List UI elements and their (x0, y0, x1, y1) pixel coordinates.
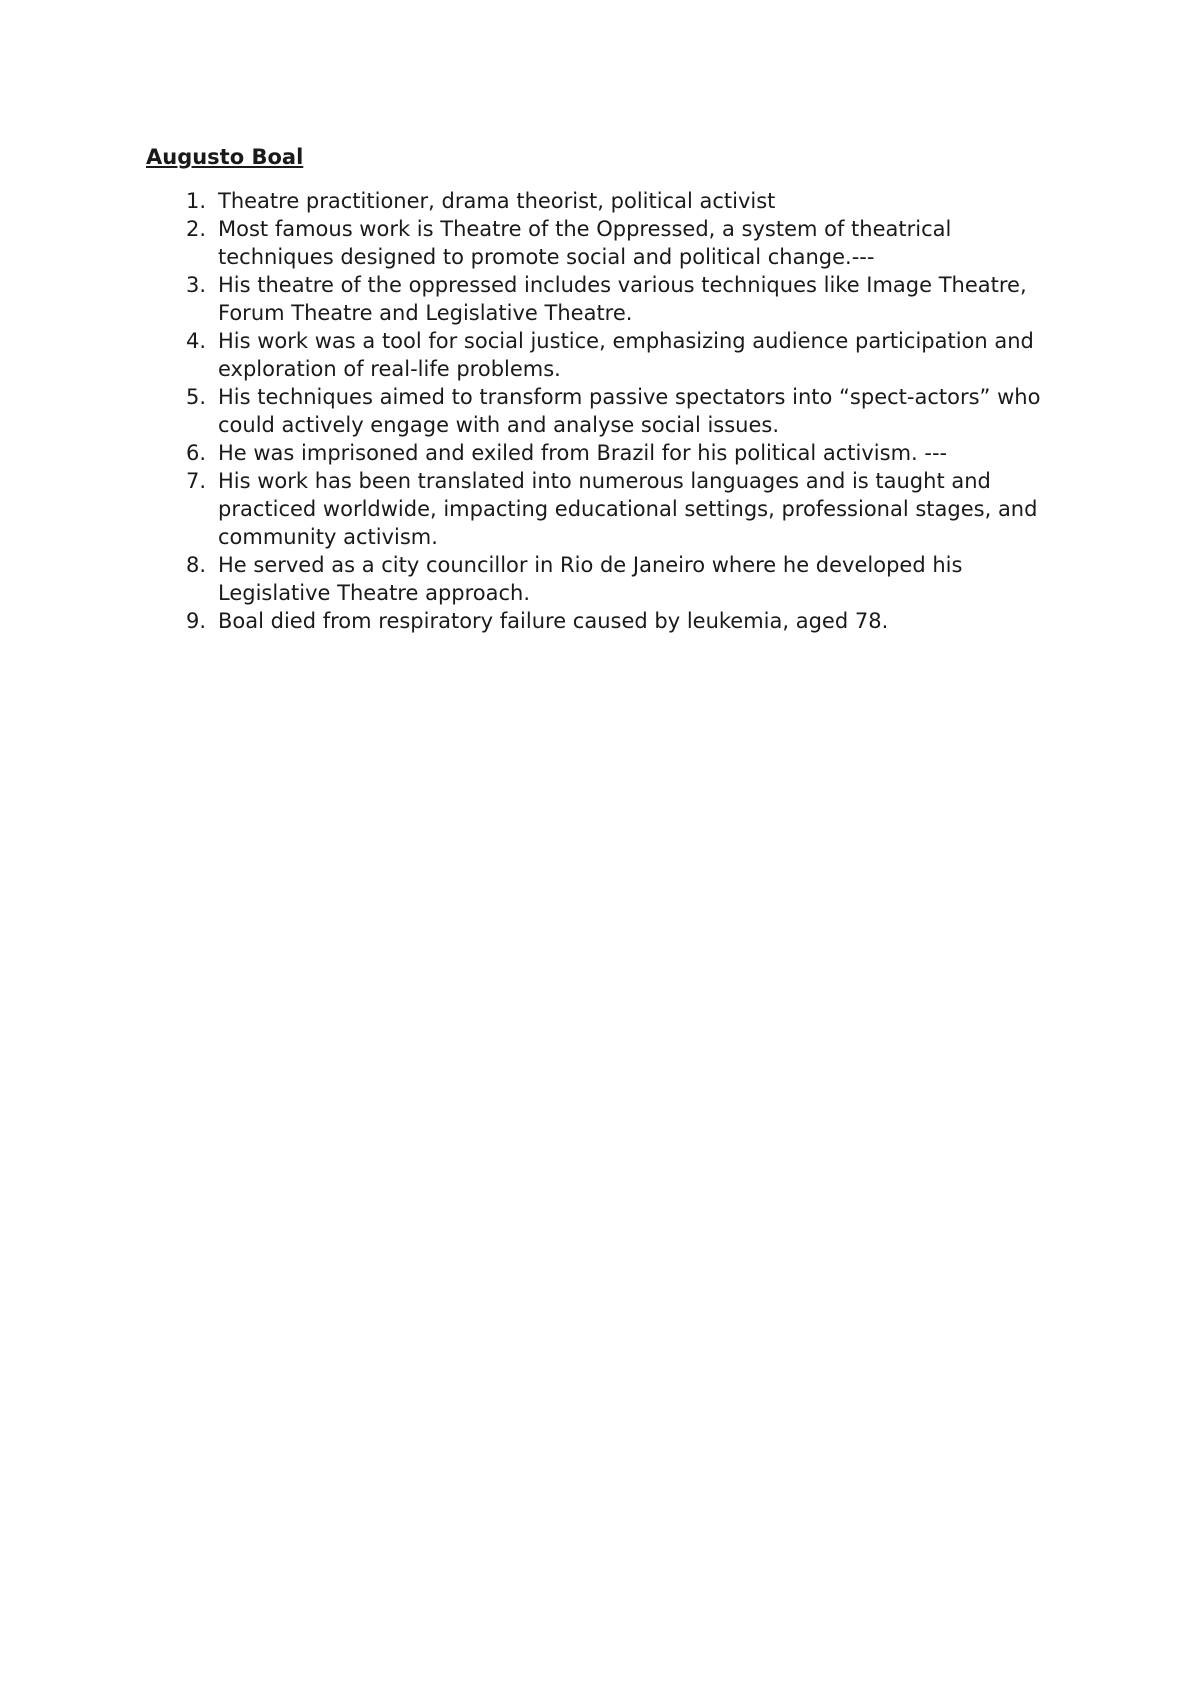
list-item (146, 187, 1046, 215)
list-item-text: His work was a tool for social justice, emphasizing audience participation and exploration of real-life problems. (218, 329, 1034, 381)
document-title: Augusto Boal (146, 145, 304, 169)
list-item (146, 467, 1046, 551)
list-item-text: His techniques aimed to transform passive spectators into “spect-actors” who could actively engage with and analyse social issues. (218, 385, 1041, 437)
list-item-number: 5. (185, 385, 206, 409)
list-item (146, 271, 1046, 327)
list-item-number: 9. (185, 609, 206, 633)
list-item-text: He served as a city councillor in Rio de Janeiro where he developed his Legislative Theatre approach. (218, 553, 963, 605)
list-item-text: Theatre practitioner, drama theorist, political activist (218, 189, 776, 213)
list-item-number: 1. (185, 189, 206, 213)
list-item (146, 215, 1046, 271)
list-item-text: His work has been translated into numerous languages and is taught and practiced worldwide, impacting educational settings, professional stages, and community activism. (218, 469, 1038, 549)
list-item-number: 6. (185, 441, 206, 465)
list-item-number: 3. (185, 273, 206, 297)
list-item (146, 439, 1046, 467)
list-item (146, 327, 1046, 383)
list-item (146, 607, 1046, 635)
list-item (146, 551, 1046, 607)
document-body (146, 143, 1046, 635)
list-item-number: 4. (185, 329, 206, 353)
list-item-number: 8. (185, 553, 206, 577)
list-item-number: 2. (185, 217, 206, 241)
list-item-number: 7. (185, 469, 206, 493)
list-item-text: Most famous work is Theatre of the Oppressed, a system of theatrical techniques designed to promote social and political change.--- (218, 217, 952, 269)
list-item (146, 383, 1046, 439)
numbered-list (146, 187, 1046, 635)
list-item-text: He was imprisoned and exiled from Brazil for his political activism. --- (218, 441, 948, 465)
list-item-text: His theatre of the oppressed includes various techniques like Image Theatre, Forum Theatre and Legislative Theatre. (218, 273, 1027, 325)
list-item-text: Boal died from respiratory failure caused by leukemia, aged 78. (218, 609, 889, 633)
